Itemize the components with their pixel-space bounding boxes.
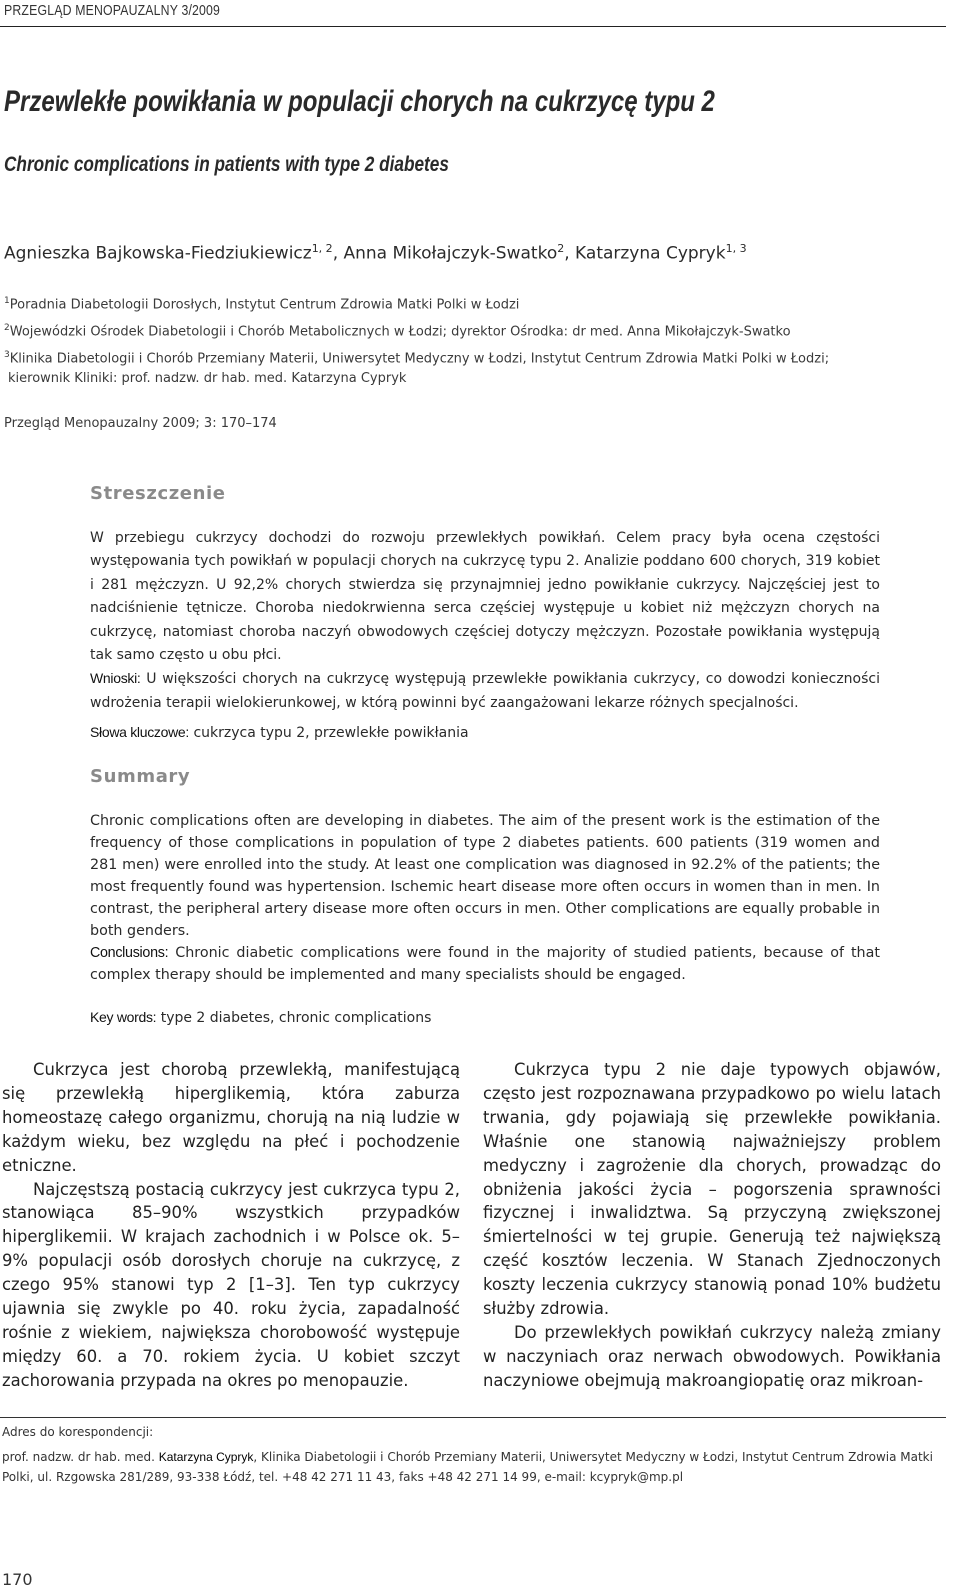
conclusions-label: Conclusions: (90, 945, 169, 961)
affiliation-continuation: kierownik Kliniki: prof. nadzw. dr hab. med. Katarzyna Cypryk (8, 371, 407, 386)
correspondence-name: Katarzyna Cypryk (158, 1450, 254, 1464)
summary-paragraph: Chronic complications often are developing in diabetes. The aim of the present work is the estimation of the frequency of those complications in population of type 2 diabetes patients. 600 patients (319 women and 281 men) were enrolled into the study. At least one complication was diagnosed in 92.2% of the patients; the most frequently found was hypertension. Ischemic heart disease more often occurs in women than in men. In contrast, the peripheral artery disease more often occurs in men. Other complications are equally probable in both genders. (90, 813, 880, 939)
author-name: Katarzyna Cypryk (575, 243, 726, 264)
body-column-right (483, 1058, 941, 1393)
affiliation-number: 1 (4, 296, 10, 306)
footnote-rule (0, 1417, 946, 1418)
streszczenie-heading: Streszczenie (90, 483, 226, 504)
affiliation (4, 289, 519, 317)
page-number: 170 (2, 1570, 33, 1589)
author-separator: , (564, 243, 576, 264)
author-name: Anna Mikołajczyk-Swatko (343, 243, 558, 264)
key-words (90, 1009, 431, 1026)
author-separator: , (332, 243, 344, 264)
slowa-kluczowe-label: Słowa kluczowe: (90, 724, 189, 740)
summary-body (90, 810, 880, 986)
key-words-text: type 2 diabetes, chronic complications (156, 1010, 432, 1026)
correspondence-prefix: prof. nadzw. dr hab. med. (2, 1450, 159, 1464)
slowa-kluczowe-text: cukrzyca typu 2, przewlekłe powikłania (189, 725, 469, 741)
header-rule (0, 26, 946, 27)
wnioski-label: Wnioski: (90, 670, 141, 687)
correspondence-address (2, 1447, 947, 1487)
conclusions-text: Chronic diabetic complications were found in the majority of studied patients, because of that complex therapy should be implemented and many specialists should be engaged. (90, 945, 880, 983)
body-column-left (2, 1058, 460, 1393)
author-name: Agnieszka Bajkowska-Fiedziukiewicz (4, 243, 312, 264)
streszczenie-paragraph: W przebiegu cukrzycy dochodzi do rozwoju przewlekłych powikłań. Celem pracy była ocena częstości występowania tych powikłań w populacji chorych na cukrzycę typu 2. Analizie poddano 600 chorych, 319 kobiet i 281 mężczyzn. U 92,2% chorych stwierdza się przynajmniej jedno powikłanie cukrzycy. Najczęściej jest to nadciśnienie tętnicze. Choroba niedokrwienna serca częściej występuje u kobiet niż mężczyzn chorych na cukrzycę, natomiast choroba naczyń obwodowych częściej dotyczy mężczyzn. Pozostałe powikłania występują tak samo często u obu płci. (90, 530, 880, 664)
author-affiliation-ref: 2 (557, 242, 565, 255)
author-affiliation-ref: 1, 2 (311, 242, 333, 255)
wnioski-text: U większości chorych na cukrzycę występują przewlekłe powikłania cukrzycy, co dowodzi konieczności wdrożenia terapii wielokierunkowej, w którą powinni być zaangażowani lekarze różnych specjalności. (90, 671, 880, 711)
body-paragraph: Cukrzyca jest chorobą przewlekłą, manifestującą się przewlekłą hiperglikemią, która zaburza homeostazę całego organizmu, chorują na nią ludzie w każdym wieku, bez względu na płeć i pochodzenie etniczne. (2, 1060, 460, 1175)
key-words-label: Key words: (90, 1009, 157, 1025)
body-paragraph: Najczęstszą postacią cukrzycy jest cukrzyca typu 2, stanowiąca 85–90% wszystkich przypadków hiperglikemii. W krajach zachodnich i w Polsce ok. 5–9% populacji osób dorosłych choruje na cukrzycę, z czego 95% stanowi typ 2 [1–3]. Ten typ cukrzycy ujawnia się zwykle po 40. roku życia, zapadalność rośnie z wiekiem, największa chorobowość występuje między 60. a 70. rokiem życia. U kobiet szczyt zachorowania przypada na okres po menopauzie. (2, 1179, 460, 1390)
affiliation-number: 3 (4, 350, 10, 360)
affiliation-text: Poradnia Diabetologii Dorosłych, Instytut Centrum Zdrowia Matki Polki w Łodzi (9, 297, 520, 313)
article-subtitle: Chronic complications in patients with type 2 diabetes (4, 153, 449, 176)
author-affiliation-ref: 1, 3 (725, 242, 747, 255)
body-paragraph: Cukrzyca typu 2 nie daje typowych objawów, często jest rozpoznawana przypadkowo po wielu latach trwania, gdy pojawiają się przewlekłe powikłania. Właśnie one stanowią najważniejszy problem medyczny i zagrożenie dla chorych, prowadząc do obniżenia jakości życia – pogorszenia sprawności fizycznej i inwalidztwa. Są przyczyną zwiększonej śmiertelności w tej grupie. Generują też największą część kosztów leczenia. W Stanach Zjednoczonych koszty leczenia cukrzycy stanowią ponad 10% budżetu służby zdrowia. (483, 1060, 941, 1319)
streszczenie-body (90, 527, 880, 715)
journal-header: PRZEGLĄD MENOPAUZALNY 3/2009 (4, 2, 221, 19)
affiliation-text: Klinika Diabetologii i Chorób Przemiany Materii, Uniwersytet Medyczny w Łodzi, Instytut Centrum Zdrowia Matki Polki w Łodzi; (9, 351, 830, 367)
affiliation-text: Wojewódzki Ośrodek Diabetologii i Chorób Metabolicznych w Łodzi; dyrektor Ośrodka: dr med. Anna Mikołajczyk-Swatko (9, 324, 791, 340)
correspondence-details: , Klinika Diabetologii i Chorób Przemiany Materii, Uniwersytet Medyczny w Łodzi, Instytut Centrum Zdrowia Matki Polki, ul. Rzgowska 281/289, 93-338 Łódź, tel. +48 42 271 11 43, faks +48 42 271 14 99, e-mail: kcypryk@mp.pl (2, 1450, 933, 1484)
summary-heading: Summary (90, 766, 191, 787)
article-title: Przewlekłe powikłania w populacji chorych na cukrzycę typu 2 (4, 85, 715, 118)
citation: Przegląd Menopauzalny 2009; 3: 170–174 (4, 416, 277, 431)
affiliation (4, 316, 791, 344)
author-list (4, 242, 747, 264)
correspondence-label: Adres do korespondencji: (2, 1425, 154, 1439)
slowa-kluczowe (90, 724, 469, 741)
affiliation-number: 2 (4, 323, 10, 333)
body-paragraph: Do przewlekłych powikłań cukrzycy należą zmiany w naczyniach oraz nerwach obwodowych. Powikłania naczyniowe obejmują makroangiopatię oraz mikroan- (483, 1322, 941, 1390)
